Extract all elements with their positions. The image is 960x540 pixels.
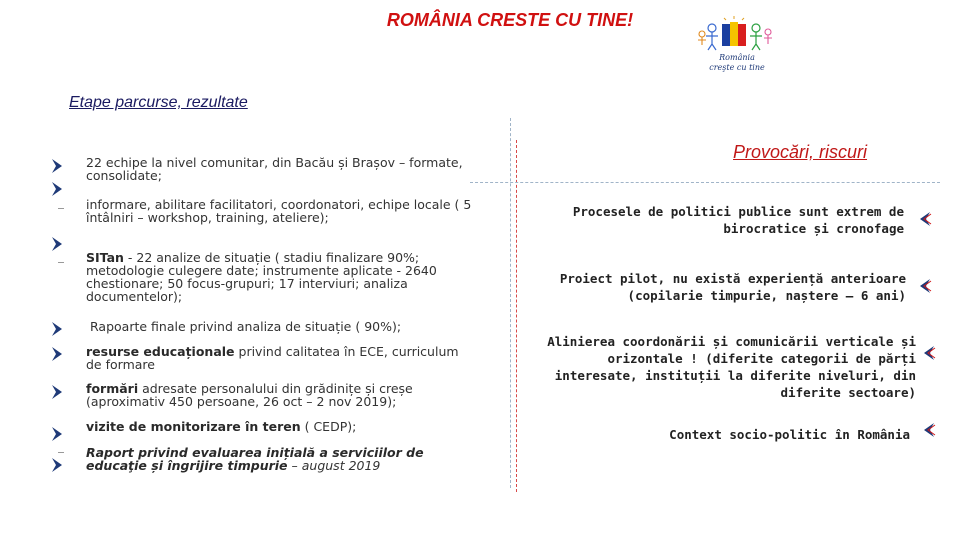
- list-item: Proiect pilot, nu există experiență anterioare (copilarie timpurie, naștere – 6 ani): [559, 271, 906, 303]
- list-item: resurse educaționale privind calitatea în ECE, curriculum de formare: [86, 344, 459, 372]
- list-item: vizite de monitorizare în teren ( CEDP);: [86, 419, 357, 434]
- chevron-right-icon: [48, 320, 66, 338]
- chevron-right-icon: [48, 235, 66, 253]
- chevron-right-icon: [48, 157, 66, 175]
- chevron-left-icon: [916, 210, 934, 228]
- chevron-right-icon: [48, 180, 66, 198]
- logo-text-line1: România: [719, 53, 755, 62]
- flag-children-icon: [698, 16, 772, 50]
- divider-line: [470, 182, 940, 183]
- logo-text-line2: creşte cu tine: [709, 63, 765, 72]
- chevron-right-icon: [48, 425, 66, 443]
- divider-line: [58, 208, 64, 209]
- list-item: Rapoarte finale privind analiza de situație ( 90%);: [90, 319, 402, 334]
- list-item: Alinierea coordonării și comunicării verticale și orizontale ! (diferite categorii de părți interesate, instituții la diferite niveluri, din diferite sectoare): [547, 334, 916, 400]
- chevron-right-icon: [48, 456, 66, 474]
- list-item: SITan - 22 analize de situație ( stadiu finalizare 90%; metodologie culegere date; instrumente aplicate - 2640 chestionare; 50 focus-grupuri; 17 interviuri; analiza documentelor);: [86, 250, 437, 304]
- divider-line: [58, 262, 64, 263]
- list-item: 22 echipe la nivel comunitar, din Bacău și Brașov – formate, consolidate;: [86, 155, 463, 183]
- section-heading-left: Etape parcurse, rezultate: [69, 94, 248, 111]
- list-item: informare, abilitare facilitatori, coordonatori, echipe locale ( 5 întâlniri – workshop, training, ateliere);: [86, 197, 472, 225]
- list-item: Context socio-politic în România: [669, 427, 910, 442]
- list-item: Procesele de politici publice sunt extrem de birocratice și cronofage: [572, 204, 904, 236]
- chevron-left-icon: [920, 421, 938, 439]
- divider-line: [510, 118, 511, 488]
- chevron-right-icon: [48, 345, 66, 363]
- divider-line: [58, 452, 64, 453]
- chevron-left-icon: [916, 277, 934, 295]
- list-item: Raport privind evaluarea inițială a serviciilor de educaţie și îngrijire timpurie – august 2019: [86, 445, 424, 473]
- chevron-left-icon: [920, 344, 938, 362]
- chevron-right-icon: [48, 383, 66, 401]
- divider-line: [516, 140, 517, 492]
- romania-creste-cu-tine-logo: [694, 14, 780, 74]
- page-title: ROMÂNIA CRESTE CU TINE!: [386, 10, 634, 30]
- section-heading-right: Provocări, riscuri: [733, 142, 868, 162]
- list-item: formări adresate personalului din grădinițe și creșe (aproximativ 450 persoane, 26 oct – 2 nov 2019);: [86, 381, 413, 409]
